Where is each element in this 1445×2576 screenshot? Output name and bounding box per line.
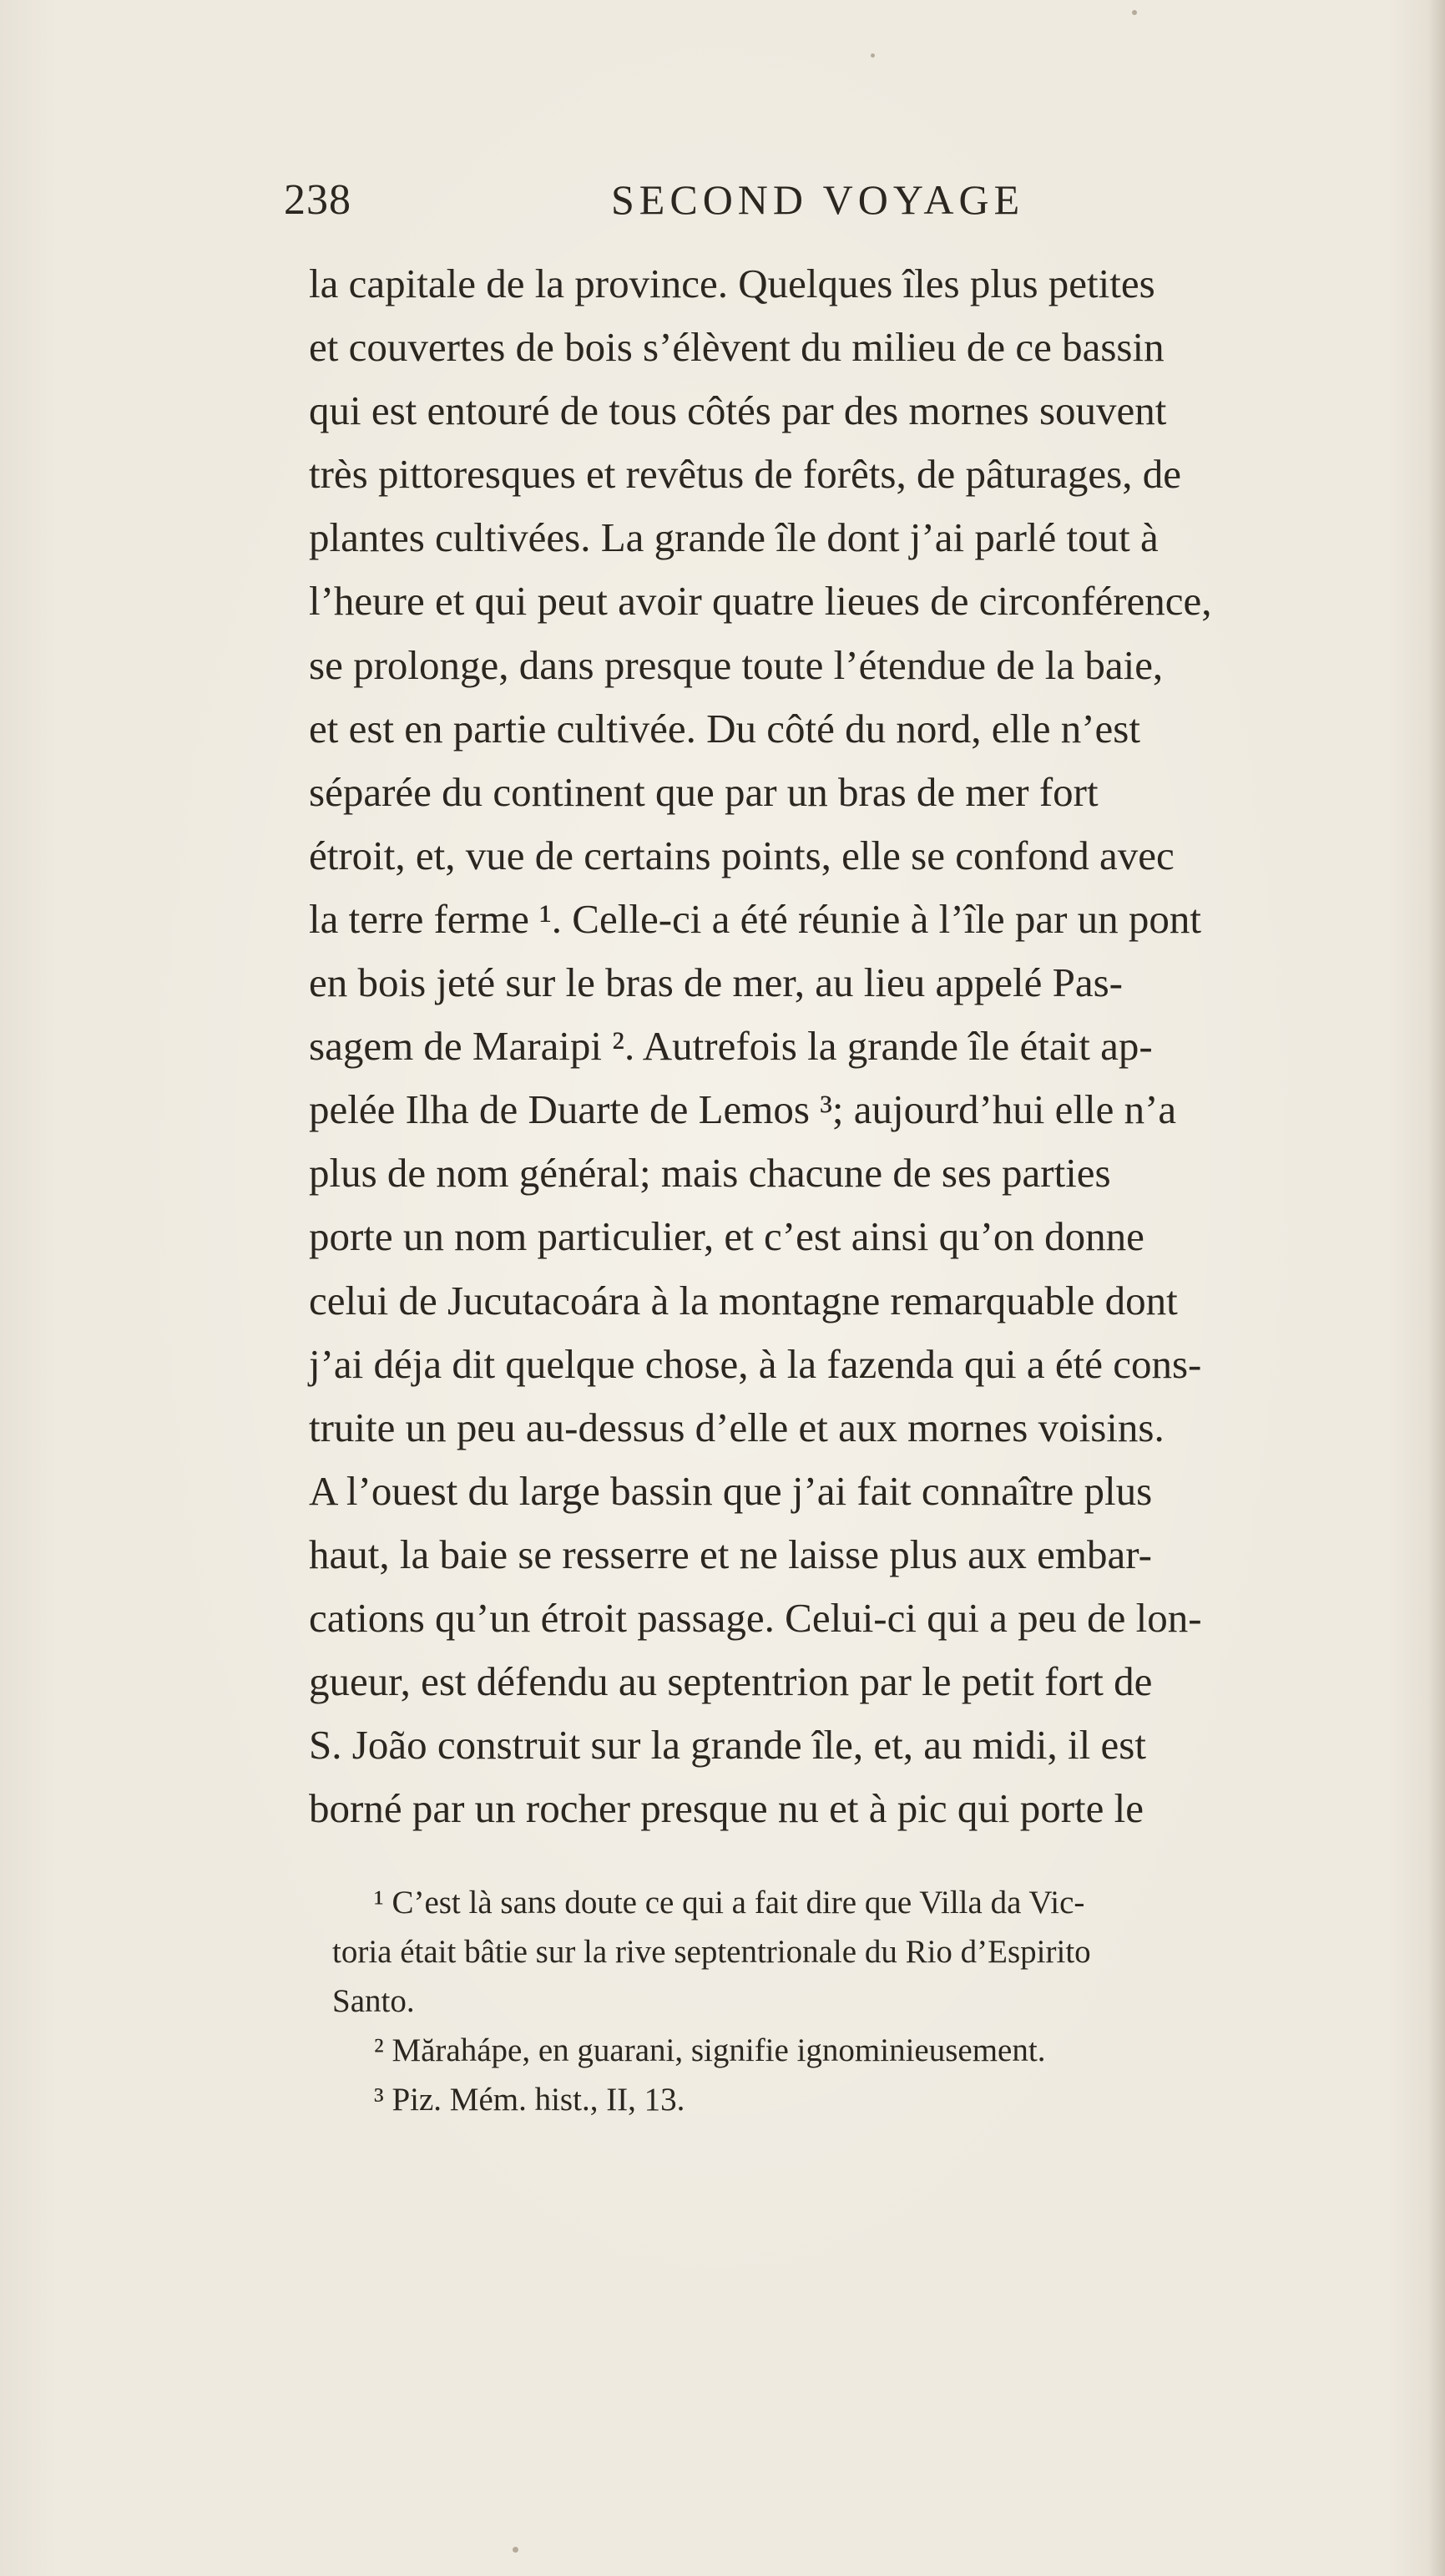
text-line: S. João construit sur la grande île, et, au midi, il est bbox=[309, 1722, 1146, 1769]
footnote-line: toria était bâtie sur la rive septentrionale du Rio d’Espirito bbox=[332, 1934, 1091, 1970]
text-line: celui de Jucutacoára à la montagne remarquable dont bbox=[309, 1277, 1178, 1323]
text-line: plus de nom général; mais chacune de ses parties bbox=[309, 1150, 1111, 1197]
text-line: séparée du continent que par un bras de mer fort bbox=[309, 768, 1099, 815]
paper-speck bbox=[871, 53, 875, 58]
paper-speck bbox=[1132, 10, 1137, 15]
text-line: et couvertes de bois s’élèvent du milieu de ce bassin bbox=[309, 324, 1165, 371]
text-line: j’ai déja dit quelque chose, à la fazenda qui a été cons- bbox=[309, 1340, 1202, 1387]
text-line: la terre ferme ¹. Celle-ci a été réunie à l’île par un pont bbox=[309, 895, 1202, 942]
text-line: et est en partie cultivée. Du côté du nord, elle n’est bbox=[309, 705, 1140, 752]
text-line: la capitale de la province. Quelques îles plus petites bbox=[309, 261, 1155, 306]
text-line: borné par un rocher presque nu et à pic qui porte le bbox=[309, 1785, 1144, 1832]
text-line: cations qu’un étroit passage. Celui-ci qui a peu de lon- bbox=[309, 1594, 1202, 1641]
page-header bbox=[284, 175, 1123, 234]
text-line: plantes cultivées. La grande île dont j’ai parlé tout à bbox=[309, 514, 1159, 561]
running-head: SECOND VOYAGE bbox=[611, 176, 1025, 223]
footnotes bbox=[332, 1879, 1426, 2125]
footnote-line: ² Mărahápe, en guarani, signifie ignominieusement. bbox=[374, 2032, 1046, 2068]
text-line: haut, la baie se resserre et ne laisse plus aux embar- bbox=[309, 1531, 1152, 1577]
text-line: sagem de Maraipi ². Autrefois la grande île était ap- bbox=[309, 1023, 1153, 1070]
text-line: A l’ouest du large bassin que j’ai fait connaître plus bbox=[309, 1467, 1153, 1514]
text-line: étroit, et, vue de certains points, elle se confond avec bbox=[309, 832, 1175, 878]
text-line: truite un peu au-dessus d’elle et aux mornes voisins. bbox=[309, 1404, 1165, 1450]
paper-speck bbox=[513, 2547, 518, 2553]
page-number: 238 bbox=[284, 176, 351, 224]
text-line: très pittoresques et revêtus de forêts, de pâturages, de bbox=[309, 451, 1181, 498]
footnote-line: ³ Piz. Mém. hist., II, 13. bbox=[374, 2082, 685, 2118]
text-line: en bois jeté sur le bras de mer, au lieu appelé Pas- bbox=[309, 959, 1123, 1006]
text-line: qui est entouré de tous côtés par des mornes souvent bbox=[309, 387, 1167, 434]
footnote-line: Santo. bbox=[332, 1983, 415, 2019]
footnote-line: ¹ C’est là sans doute ce qui a fait dire que Villa da Vic- bbox=[374, 1885, 1085, 1921]
text-line: l’heure et qui peut avoir quatre lieues de circonférence, bbox=[309, 578, 1212, 625]
page-edge-shadow bbox=[1428, 0, 1445, 2576]
body-text bbox=[309, 252, 1419, 1840]
text-line: gueur, est défendu au septentrion par le petit fort de bbox=[309, 1658, 1153, 1705]
text-line: porte un nom particulier, et c’est ainsi qu’on donne bbox=[309, 1213, 1144, 1260]
text-line: se prolonge, dans presque toute l’étendue de la baie, bbox=[309, 641, 1164, 688]
text-line: pelée Ilha de Duarte de Lemos ³; aujourd’hui elle n’a bbox=[309, 1086, 1177, 1133]
